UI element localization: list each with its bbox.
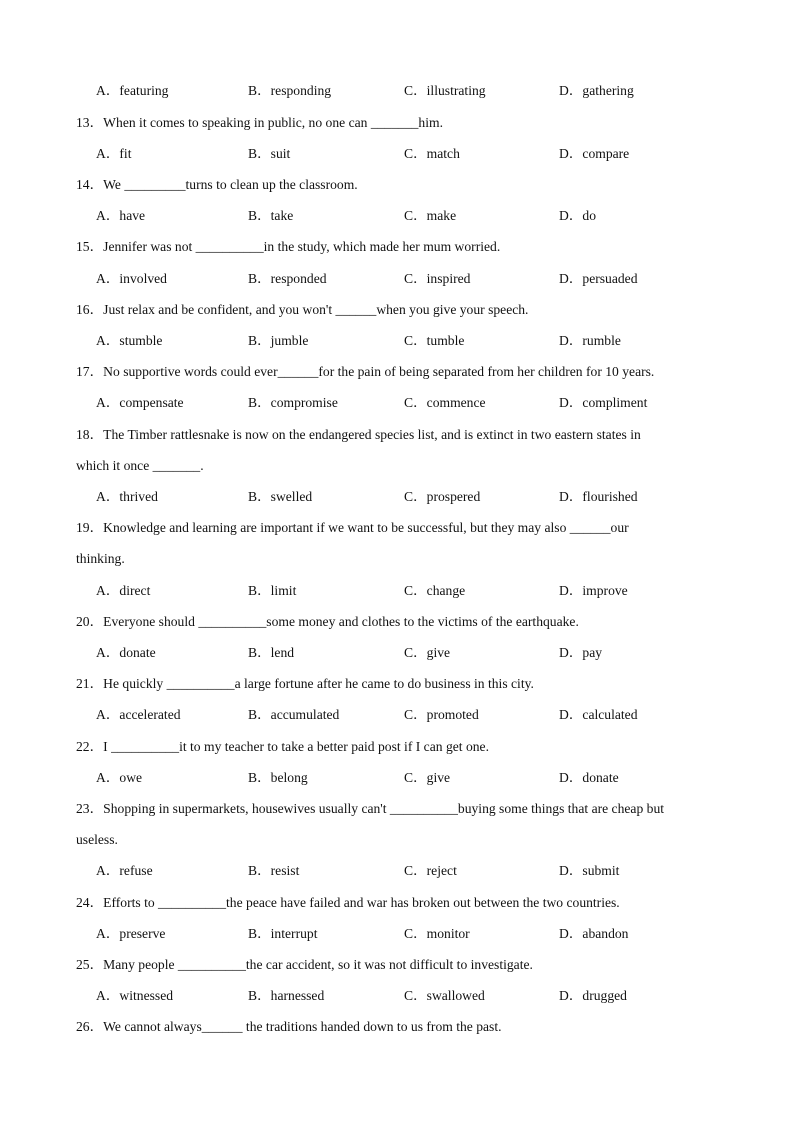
option-b: B．limit: [248, 583, 297, 598]
option-d: D．pay: [559, 645, 603, 660]
option-b: B．accumulated: [248, 707, 340, 722]
options-row-20: [96, 642, 716, 664]
option-b: B．take: [248, 208, 294, 223]
question-18-continued: which it once _______.: [76, 458, 204, 473]
options-row-16: [96, 330, 716, 352]
option-b: B．interrupt: [248, 926, 318, 941]
option-c: C．inspired: [404, 271, 471, 286]
option-a: A．featuring: [96, 83, 169, 98]
option-b: B．suit: [248, 146, 291, 161]
option-a: A．involved: [96, 271, 167, 286]
option-c: C．tumble: [404, 333, 465, 348]
option-c: C．give: [404, 770, 451, 785]
question-22: 22．I __________it to my teacher to take a better paid post if I can get one.: [76, 739, 489, 754]
option-b: B．compromise: [248, 395, 338, 410]
option-b: B．responding: [248, 83, 332, 98]
question-18: 18．The Timber rattlesnake is now on the endangered species list, and is extinct in two eastern states in: [76, 427, 641, 442]
option-c: C．swallowed: [404, 988, 485, 1003]
option-d: D．gathering: [559, 83, 634, 98]
option-c: C．give: [404, 645, 451, 660]
question-21: 21．He quickly __________a large fortune after he came to do business in this city.: [76, 676, 534, 691]
option-d: D．compliment: [559, 395, 648, 410]
options-row-15: [96, 268, 716, 290]
option-a: A．stumble: [96, 333, 163, 348]
options-row-18: [96, 486, 716, 508]
option-b: B．swelled: [248, 489, 313, 504]
option-b: B．belong: [248, 770, 308, 785]
options-row-12: [96, 80, 716, 102]
options-row-14: [96, 205, 716, 227]
question-16: 16．Just relax and be confident, and you won't ______when you give your speech.: [76, 302, 529, 317]
option-d: D．drugged: [559, 988, 627, 1003]
option-a: A．fit: [96, 146, 132, 161]
option-b: B．lend: [248, 645, 295, 660]
question-19-continued: thinking.: [76, 551, 125, 566]
option-b: B．harnessed: [248, 988, 325, 1003]
question-26: 26．We cannot always______ the traditions handed down to us from the past.: [76, 1019, 502, 1034]
options-row-22: [96, 767, 716, 789]
question-23: 23．Shopping in supermarkets, housewives usually can't __________buying some things that are cheap but: [76, 801, 665, 816]
option-c: C．change: [404, 583, 466, 598]
option-d: D．compare: [559, 146, 630, 161]
option-a: A．donate: [96, 645, 156, 660]
option-a: A．compensate: [96, 395, 184, 410]
option-d: D．persuaded: [559, 271, 638, 286]
option-d: D．flourished: [559, 489, 638, 504]
option-b: B．jumble: [248, 333, 309, 348]
options-row-24: [96, 923, 716, 945]
option-a: A．refuse: [96, 863, 153, 878]
option-a: A．direct: [96, 583, 151, 598]
options-row-17: [96, 392, 716, 414]
option-c: C．reject: [404, 863, 457, 878]
option-a: A．owe: [96, 770, 143, 785]
option-c: C．prospered: [404, 489, 481, 504]
option-a: A．have: [96, 208, 146, 223]
options-row-19: [96, 580, 716, 602]
question-25: 25．Many people __________the car accident, so it was not difficult to investigate.: [76, 957, 533, 972]
option-a: A．accelerated: [96, 707, 181, 722]
options-row-23: [96, 860, 716, 882]
question-24: 24．Efforts to __________the peace have failed and war has broken out between the two countries.: [76, 895, 620, 910]
option-b: B．responded: [248, 271, 327, 286]
option-c: C．monitor: [404, 926, 470, 941]
question-14: 14．We _________turns to clean up the classroom.: [76, 177, 358, 192]
option-d: D．donate: [559, 770, 619, 785]
option-d: D．rumble: [559, 333, 621, 348]
options-row-21: [96, 704, 716, 726]
question-20: 20．Everyone should __________some money and clothes to the victims of the earthquake.: [76, 614, 579, 629]
option-c: C．make: [404, 208, 457, 223]
option-d: D．abandon: [559, 926, 629, 941]
question-23-continued: useless.: [76, 832, 118, 847]
option-b: B．resist: [248, 863, 300, 878]
option-d: D．submit: [559, 863, 620, 878]
options-row-13: [96, 143, 716, 165]
option-c: C．promoted: [404, 707, 479, 722]
option-d: D．do: [559, 208, 597, 223]
option-a: A．witnessed: [96, 988, 174, 1003]
option-d: D．improve: [559, 583, 628, 598]
option-c: C．commence: [404, 395, 486, 410]
question-15: 15．Jennifer was not __________in the study, which made her mum worried.: [76, 239, 501, 254]
option-a: A．thrived: [96, 489, 158, 504]
question-13: 13．When it comes to speaking in public, no one can _______him.: [76, 115, 443, 130]
options-row-25: [96, 985, 716, 1007]
option-c: C．match: [404, 146, 460, 161]
question-17: 17．No supportive words could ever______for the pain of being separated from her children for 10 years.: [76, 364, 655, 379]
question-19: 19．Knowledge and learning are important if we want to be successful, but they may also ______our: [76, 520, 629, 535]
option-a: A．preserve: [96, 926, 166, 941]
option-d: D．calculated: [559, 707, 638, 722]
option-c: C．illustrating: [404, 83, 486, 98]
